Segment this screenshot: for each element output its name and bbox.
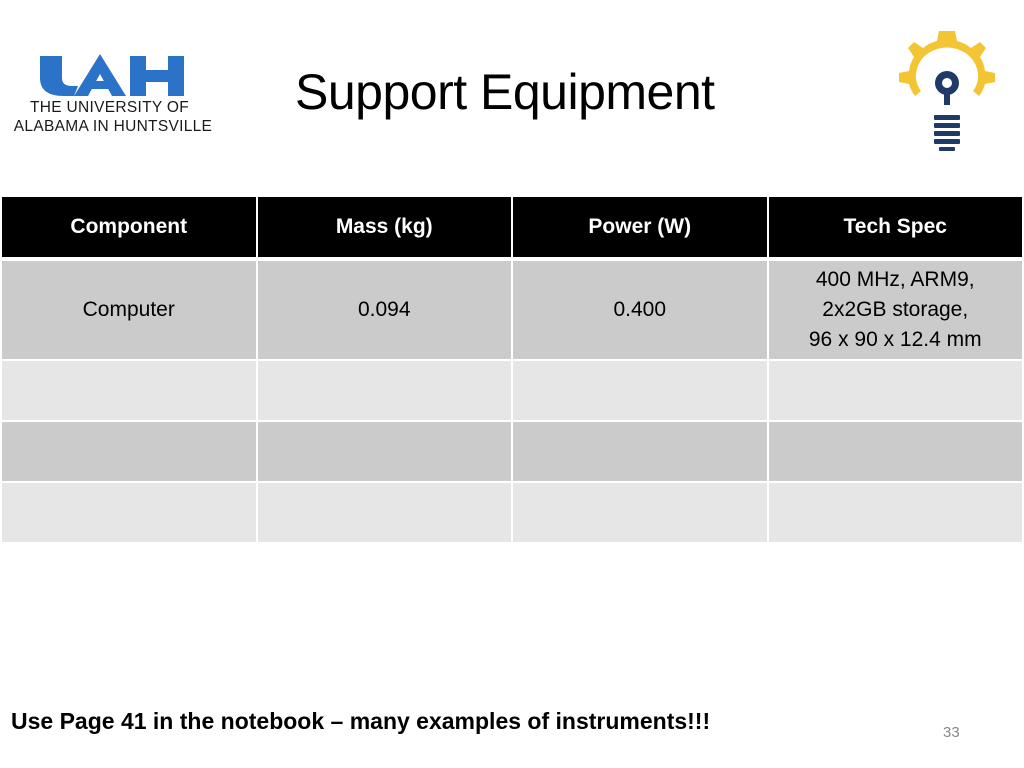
table-row [1, 421, 1023, 482]
page-number: 33 [943, 724, 960, 741]
table-row [1, 482, 1023, 543]
logo-line-2: ALABAMA IN HUNTSVILLE [13, 118, 213, 135]
cell-component: Computer [1, 259, 257, 360]
cell-power [512, 482, 768, 543]
spec-line: 96 x 90 x 12.4 mm [808, 328, 982, 351]
cell-mass [257, 482, 513, 543]
cell-mass [257, 421, 513, 482]
table-header-row [1, 196, 1023, 259]
cell-mass [257, 360, 513, 421]
header-power: Power (W) [512, 196, 768, 259]
table-row [1, 259, 1023, 360]
equipment-table [0, 195, 1024, 544]
slide-title: Support Equipment [295, 64, 715, 120]
slide-note: Use Page 41 in the notebook – many examples of instruments!!! [11, 708, 711, 734]
cell-tech-spec [768, 421, 1024, 482]
cell-power: 0.400 [512, 259, 768, 360]
header-component: Component [1, 196, 257, 259]
cell-tech-spec [768, 360, 1024, 421]
university-logo [8, 48, 218, 138]
header-tech-spec: Tech Spec [768, 196, 1024, 259]
cell-component [1, 421, 257, 482]
cell-component [1, 482, 257, 543]
table-row [1, 360, 1023, 421]
cell-power [512, 421, 768, 482]
cell-tech-spec [768, 482, 1024, 543]
cell-mass: 0.094 [257, 259, 513, 360]
header-mass: Mass (kg) [257, 196, 513, 259]
gear-lightbulb-icon [893, 25, 1001, 162]
cell-component [1, 360, 257, 421]
spec-line: 2x2GB storage, [822, 298, 969, 321]
cell-power [512, 360, 768, 421]
spec-line: 400 MHz, ARM9, [815, 268, 975, 291]
logo-line-1: THE UNIVERSITY OF [30, 99, 189, 116]
uah-logo-icon [34, 48, 194, 98]
cell-tech-spec [768, 259, 1024, 360]
